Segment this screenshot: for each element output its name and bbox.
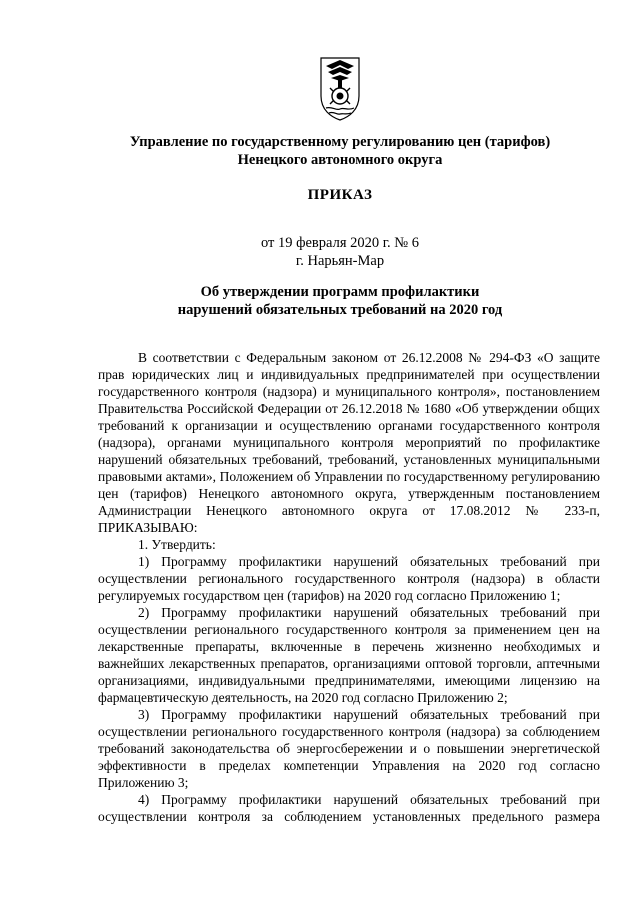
item-1-1-paragraph: 1) Программу профилактики нарушений обязательных требований при осуществлении регионального государственного контроля (надзора) в области регулируемых государством цен (тарифов) на 2020 год согласно Приложению 1;	[98, 554, 600, 603]
item-1-3-paragraph: 3) Программу профилактики нарушений обязательных требований при осуществлении регионального государственного контроля (надзора) за соблюдением требований законодательства об энергосбережении и о повышении энергетической эффективности в пределах компетенции Управления на 2020 год согласно Приложению 3;	[98, 707, 600, 790]
order-subject	[90, 283, 590, 319]
subject-line-2: нарушений обязательных требований на 2020 год	[177, 302, 503, 318]
issuer-line-2: Ненецкого автономного округа	[237, 152, 443, 168]
order-date-block	[90, 234, 590, 270]
document-type-title: ПРИКАЗ	[307, 187, 373, 203]
order-date: от 19 февраля 2020 г. № 6	[260, 235, 420, 251]
item-1-4-paragraph: 4) Программу профилактики нарушений обязательных требований при осуществлении контроля за соблюдением установленных предельного размера	[98, 792, 600, 824]
preamble-paragraph: В соответствии с Федеральным законом от 26.12.2008 № 294-ФЗ «О защите прав юридических лиц и индивидуальных предпринимателей при осуществлении государственного контроля (надзора) и муниципального контроля», постановлением Правительства Российской Федерации от 26.12.2018 № 1680 «Об утверждении общих требований к организации и осуществлению органами государственного контроля (надзора), органами муниципального контроля мероприятий по профилактике нарушений обязательных требований, требований, установленных муниципальными правовыми актами», Положением об Управлении по государственному регулированию цен (тарифов) Ненецкого автономного округа, утвержденным постановлением Администрации Ненецкого автономного округа от 17.08.2012 № 233-п, ПРИКАЗЫВАЮ:	[98, 350, 600, 535]
issuer-line-1: Управление по государственному регулированию цен (тарифов)	[129, 134, 551, 150]
issuer-header	[90, 133, 590, 169]
order-body	[98, 349, 600, 825]
item-1-paragraph: 1. Утвердить:	[138, 537, 216, 552]
coat-of-arms-icon	[318, 56, 362, 122]
subject-line-1: Об утверждении программ профилактики	[200, 284, 480, 300]
order-city: г. Нарьян-Мар	[295, 253, 385, 269]
item-1-2-paragraph: 2) Программу профилактики нарушений обязательных требований при осуществлении регионального государственного контроля за применением цен на лекарственные препараты, включенные в перечень жизненно необходимых и важнейших лекарственных препаратов, организациями оптовой торговли, аптечными организациями, индивидуальными предпринимателями, имеющими лицензию на фармацевтическую деятельность, на 2020 год согласно Приложению 2;	[98, 605, 600, 705]
